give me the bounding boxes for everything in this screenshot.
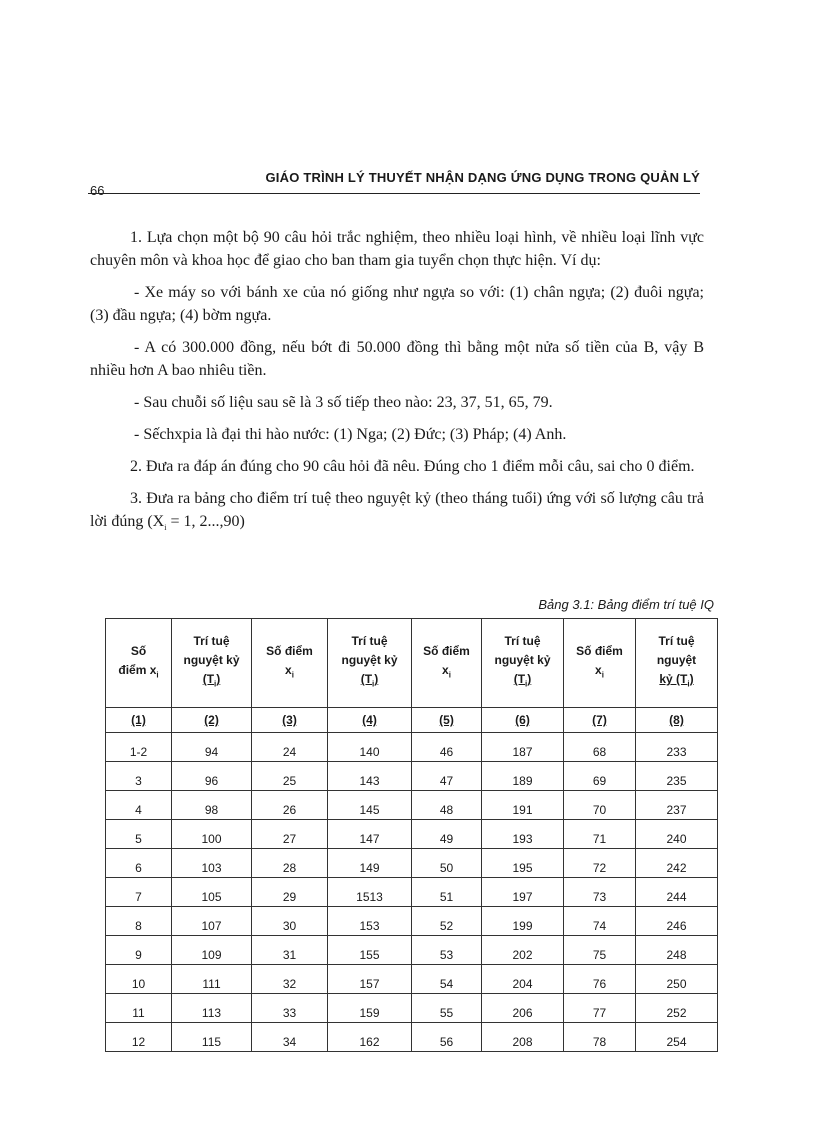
table-row: [106, 762, 718, 791]
table-cell: 34: [252, 1023, 328, 1052]
table-cell: 140: [328, 733, 412, 762]
table-cell: 189: [482, 762, 564, 791]
table-cell: 54: [412, 965, 482, 994]
table-cell: 28: [252, 849, 328, 878]
column-number: (2): [172, 708, 252, 733]
table-cell: 33: [252, 994, 328, 1023]
table-cell: 1-2: [106, 733, 172, 762]
table-cell: 250: [636, 965, 718, 994]
table-cell: 74: [564, 907, 636, 936]
body-text: [90, 226, 704, 548]
table-cell: 26: [252, 791, 328, 820]
table-cell: 94: [172, 733, 252, 762]
table-cell: 162: [328, 1023, 412, 1052]
table-cell: 202: [482, 936, 564, 965]
table-cell: 5: [106, 820, 172, 849]
table-cell: 30: [252, 907, 328, 936]
table-row: [106, 791, 718, 820]
page-number: 66: [90, 183, 105, 198]
table-cell: 6: [106, 849, 172, 878]
example-3: - Sau chuỗi số liệu sau sẽ là 3 số tiếp theo nào: 23, 37, 51, 65, 79.: [134, 394, 553, 411]
table-row: [106, 849, 718, 878]
example-2: - A có 300.000 đồng, nếu bớt đi 50.000 đồng thì bằng một nửa số tiền của B, vậy B nhiều hơn A bao nhiêu tiền.: [90, 339, 704, 379]
table-cell: 115: [172, 1023, 252, 1052]
column-number: (3): [252, 708, 328, 733]
table-cell: 204: [482, 965, 564, 994]
table-cell: 248: [636, 936, 718, 965]
example-4: - Sếchxpia là đại thi hào nước: (1) Nga; (2) Đức; (3) Pháp; (4) Anh.: [134, 426, 567, 443]
table-cell: 11: [106, 994, 172, 1023]
table-row: [106, 907, 718, 936]
paragraph-1: 1. Lựa chọn một bộ 90 câu hỏi trắc nghiệm, theo nhiều loại hình, về nhiều loại lĩnh vực chuyên môn và khoa học để giao cho ban tham gia tuyển chọn thực hiện. Ví dụ:: [90, 229, 704, 269]
table-cell: 147: [328, 820, 412, 849]
table-cell: 73: [564, 878, 636, 907]
paragraph-3-tail: = 1, 2...,90): [166, 513, 245, 530]
column-number: (6): [482, 708, 564, 733]
iq-score-table: [105, 618, 718, 1052]
paragraph-3-main: 3. Đưa ra bảng cho điểm trí tuệ theo nguyệt kỷ (theo tháng tuổi) ứng với số lượng câu trả lời đúng (X: [90, 490, 704, 530]
table-cell: 98: [172, 791, 252, 820]
table-cell: 12: [106, 1023, 172, 1052]
table-row: [106, 1023, 718, 1052]
paragraph-3-subscript: i: [164, 523, 167, 533]
table-cell: 195: [482, 849, 564, 878]
table-cell: 246: [636, 907, 718, 936]
table-cell: 111: [172, 965, 252, 994]
paragraph-3: [90, 487, 704, 539]
table-cell: 145: [328, 791, 412, 820]
table-row: [106, 733, 718, 762]
table-cell: 149: [328, 849, 412, 878]
table-cell: 46: [412, 733, 482, 762]
table-cell: 100: [172, 820, 252, 849]
table-cell: 51: [412, 878, 482, 907]
table-cell: 240: [636, 820, 718, 849]
table-row: [106, 878, 718, 907]
table-cell: 72: [564, 849, 636, 878]
table-cell: 107: [172, 907, 252, 936]
header-cell-8: Trí tuệ nguyệt kỷ $(T_i)$: [636, 619, 718, 708]
paragraph-2: 2. Đưa ra đáp án đúng cho 90 câu hỏi đã nêu. Đúng cho 1 điểm mỗi câu, sai cho 0 điểm.: [130, 458, 695, 475]
table-cell: 159: [328, 994, 412, 1023]
column-number: (5): [412, 708, 482, 733]
example-1: - Xe máy so với bánh xe của nó giống như ngựa so với: (1) chân ngựa; (2) đuôi ngựa; (3) đầu ngựa; (4) bờm ngựa.: [90, 284, 704, 324]
header-cell-1: Số điểm $x_i$: [106, 619, 172, 708]
table-cell: 208: [482, 1023, 564, 1052]
table-cell: 237: [636, 791, 718, 820]
column-number: (4): [328, 708, 412, 733]
table-cell: 1513: [328, 878, 412, 907]
table-cell: 157: [328, 965, 412, 994]
table-cell: 197: [482, 878, 564, 907]
column-number: (8): [636, 708, 718, 733]
table-cell: 27: [252, 820, 328, 849]
table-cell: 24: [252, 733, 328, 762]
table-cell: 4: [106, 791, 172, 820]
table-cell: 25: [252, 762, 328, 791]
table-cell: 105: [172, 878, 252, 907]
table-cell: 242: [636, 849, 718, 878]
table-cell: 49: [412, 820, 482, 849]
table-cell: 3: [106, 762, 172, 791]
table-cell: 96: [172, 762, 252, 791]
table-cell: 7: [106, 878, 172, 907]
table-cell: 32: [252, 965, 328, 994]
table-row: [106, 994, 718, 1023]
header-cell-2: Trí tuệ nguyệt kỷ $(T_i)$: [172, 619, 252, 708]
table-cell: 56: [412, 1023, 482, 1052]
table-cell: 153: [328, 907, 412, 936]
table-cell: 103: [172, 849, 252, 878]
header-cell-5: Số điểm $x_i$: [412, 619, 482, 708]
table-cell: 143: [328, 762, 412, 791]
table-cell: 8: [106, 907, 172, 936]
table-caption: Bảng 3.1: Bảng điểm trí tuệ IQ: [538, 597, 714, 612]
table-cell: 9: [106, 936, 172, 965]
table-cell: 254: [636, 1023, 718, 1052]
running-title: GIÁO TRÌNH LÝ THUYẾT NHẬN DẠNG ỨNG DỤNG TRONG QUẢN LÝ: [265, 170, 700, 185]
table-cell: 69: [564, 762, 636, 791]
header-cell-6: Trí tuệ nguyệt kỷ $(T_i)$: [482, 619, 564, 708]
table-cell: 78: [564, 1023, 636, 1052]
table-row: [106, 936, 718, 965]
table-cell: 52: [412, 907, 482, 936]
table-cell: 113: [172, 994, 252, 1023]
table-cell: 29: [252, 878, 328, 907]
table-row: [106, 965, 718, 994]
header-cell-3: Số điểm $x_i$: [252, 619, 328, 708]
table-cell: 199: [482, 907, 564, 936]
table-cell: 70: [564, 791, 636, 820]
table-cell: 233: [636, 733, 718, 762]
header-cell-7: Số điểm $x_i$: [564, 619, 636, 708]
table-cell: 10: [106, 965, 172, 994]
table-cell: 191: [482, 791, 564, 820]
header-cell-4: Trí tuệ nguyệt kỷ $(T_i)$: [328, 619, 412, 708]
table-cell: 71: [564, 820, 636, 849]
table-cell: 187: [482, 733, 564, 762]
column-number: (1): [106, 708, 172, 733]
table-cell: 47: [412, 762, 482, 791]
table-cell: 55: [412, 994, 482, 1023]
header-rule: [88, 193, 700, 194]
table-cell: 53: [412, 936, 482, 965]
table-cell: 31: [252, 936, 328, 965]
table-cell: 50: [412, 849, 482, 878]
column-number: (7): [564, 708, 636, 733]
table-cell: 75: [564, 936, 636, 965]
table-cell: 252: [636, 994, 718, 1023]
table-row: [106, 820, 718, 849]
table-cell: 76: [564, 965, 636, 994]
table-cell: 109: [172, 936, 252, 965]
table-cell: 206: [482, 994, 564, 1023]
table-cell: 235: [636, 762, 718, 791]
table-cell: 193: [482, 820, 564, 849]
table-header-row: [106, 619, 718, 708]
table-cell: 155: [328, 936, 412, 965]
table-cell: 48: [412, 791, 482, 820]
column-number-row: [106, 708, 718, 733]
table-cell: 68: [564, 733, 636, 762]
table-cell: 244: [636, 878, 718, 907]
table-cell: 77: [564, 994, 636, 1023]
